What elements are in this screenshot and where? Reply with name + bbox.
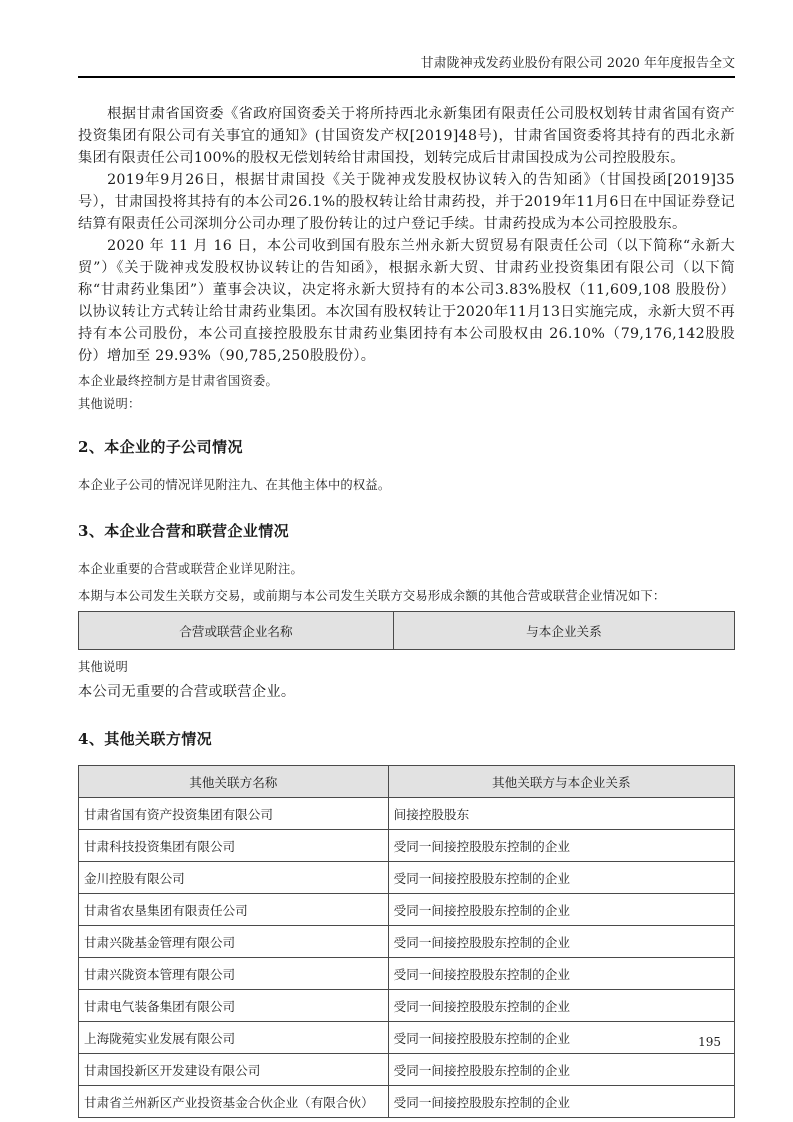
table-row: [79, 894, 735, 926]
related-header-relation: 其他关联方与本企业关系: [388, 766, 734, 798]
related-party-name: 甘肃兴陇基金管理有限公司: [79, 926, 389, 958]
section-2-body: 本企业子公司的情况详见附注九、在其他主体中的权益。: [78, 478, 391, 492]
related-party-name: 甘肃国投新区开发建设有限公司: [79, 1054, 389, 1086]
related-party-name: 上海陇菀实业发展有限公司: [79, 1022, 389, 1054]
related-party-name: 金川控股有限公司: [79, 862, 389, 894]
jv-header-relation: 与本企业关系: [393, 612, 734, 650]
jv-other-note-label: 其他说明: [78, 660, 128, 674]
related-party-name: 甘肃科技投资集团有限公司: [79, 830, 389, 862]
related-party-name: 甘肃省农垦集团有限责任公司: [79, 894, 389, 926]
related-party-relation: 受同一间接控股股东控制的企业: [388, 1054, 734, 1086]
other-note-label: 其他说明：: [78, 397, 141, 411]
related-party-relation: 受同一间接控股股东控制的企业: [388, 926, 734, 958]
related-header-name: 其他关联方名称: [79, 766, 389, 798]
table-row: [79, 958, 735, 990]
table-header-row: [79, 766, 735, 798]
table-row: [79, 1022, 735, 1054]
related-party-relation: 受同一间接控股股东控制的企业: [388, 1086, 734, 1118]
table-row: [79, 798, 735, 830]
related-party-name: 甘肃省国有资产投资集团有限公司: [79, 798, 389, 830]
related-party-relation: 受同一间接控股股东控制的企业: [388, 894, 734, 926]
table-row: [79, 990, 735, 1022]
table-row: [79, 1086, 735, 1118]
related-parties-table: [78, 765, 735, 1118]
paragraph-equity-transfer-2020: 2020 年 11 月 16 日，本公司收到国有股东兰州永新大贸贸易有限责任公司（以下简称“永新大贸”）《关于陇神戎发股权协议转让的告知函》，根据永新大贸、甘肃药业投资集团有限公司（以下简称“甘肃药业集团”）董事会决议，决定将永新大贸持有的本公司3.83%股权（11,609,108 股股份）以协议转让方式转让给甘肃药业集团。本次国有股权转让于2020年11月13日实施完成，永新大贸不再持有本公司股份，本公司直接控股股东甘肃药业集团持有本公司股权由 26.10%（79,176,142股股份）增加至 29.93%（90,785,250股股份）。: [78, 238, 735, 364]
section-3-body-2: 本期与本公司发生关联方交易，或前期与本公司发生关联方交易形成余额的其他合营或联营企业情况如下：: [78, 589, 666, 603]
table-header-row: [79, 612, 735, 650]
section-3-title: 3、本企业合营和联营企业情况: [78, 522, 290, 540]
ultimate-controller-note: 本企业最终控制方是甘肃省国资委。: [78, 374, 278, 388]
joint-venture-table: [78, 611, 735, 650]
section-2-title: 2、本企业的子公司情况: [78, 438, 243, 456]
related-party-relation: 受同一间接控股股东控制的企业: [388, 958, 734, 990]
jv-header-name: 合营或联营企业名称: [79, 612, 394, 650]
related-party-relation: 间接控股股东: [388, 798, 734, 830]
related-party-name: 甘肃省兰州新区产业投资基金合伙企业（有限合伙）: [79, 1086, 389, 1118]
paragraph-equity-transfer-2019: 2019年9月26日，根据甘肃国投《关于陇神戎发股权协议转入的告知函》（甘国投函[2019]35号），甘肃国投将其持有的本公司26.1%的股权转让给甘肃药投，并于2019年11月6日在中国证券登记结算有限责任公司深圳分公司办理了股份转让的过户登记手续。甘肃药投成为本公司控股股东。: [78, 172, 735, 232]
related-party-relation: 受同一间接控股股东控制的企业: [388, 862, 734, 894]
table-row: [79, 926, 735, 958]
table-row: [79, 830, 735, 862]
related-party-name: 甘肃兴陇资本管理有限公司: [79, 958, 389, 990]
related-party-relation: 受同一间接控股股东控制的企业: [388, 830, 734, 862]
table-row: [79, 1054, 735, 1086]
page-number: 195: [698, 1035, 721, 1049]
related-party-relation: 受同一间接控股股东控制的企业: [388, 1022, 734, 1054]
no-jv-statement: 本公司无重要的合营或联营企业。: [78, 684, 296, 700]
related-party-name: 甘肃电气装备集团有限公司: [79, 990, 389, 1022]
page-header: [78, 0, 735, 78]
header-title: 甘肃陇神戎发药业股份有限公司 2020 年年度报告全文: [420, 56, 735, 71]
paragraph-equity-transfer-swx: 根据甘肃省国资委《省政府国资委关于将所持西北永新集团有限责任公司股权划转甘肃省国有资产投资集团有限公司有关事宜的通知》(甘国资发产权[2019]48号)，甘肃省国资委将其持有的西北永新集团有限责任公司100%的股权无偿划转给甘肃国投，划转完成后甘肃国投成为公司控股股东。: [78, 106, 735, 166]
section-3-body-1: 本企业重要的合营或联营企业详见附注。: [78, 562, 303, 576]
related-party-relation: 受同一间接控股股东控制的企业: [388, 990, 734, 1022]
section-4-title: 4、其他关联方情况: [78, 730, 213, 748]
table-row: [79, 862, 735, 894]
